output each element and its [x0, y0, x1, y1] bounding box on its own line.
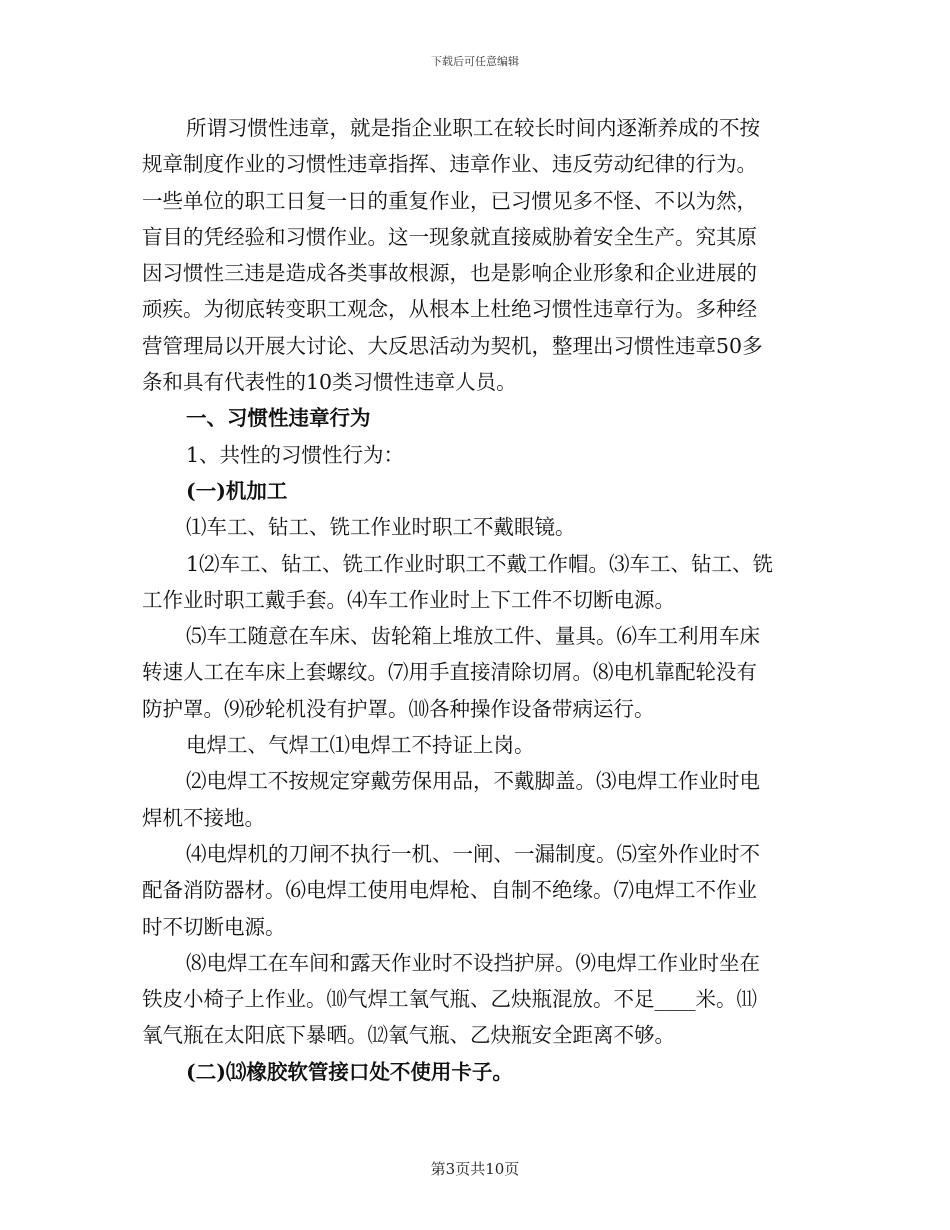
- section-heading-line: 一、习惯性违章行为: [186, 406, 371, 431]
- paragraph-line: 焊机不接地。: [142, 805, 265, 830]
- paragraph-line: 所谓习惯性违章，就是指企业职工在较长时间内逐渐养成的不按: [186, 116, 760, 140]
- paragraph-line: ⑴车工、钻工、铣工作业时职工不戴眼镜。: [186, 515, 576, 540]
- paragraph-line: 条和具有代表性的10类习惯性违章人员。: [142, 370, 517, 395]
- paragraph-line: 电焊工、气焊工⑴电焊工不持证上岗。: [186, 733, 535, 758]
- section-heading-line: (二)⒀橡胶软管接口处不使用卡子。: [186, 1059, 513, 1084]
- section-heading-line: (一)机加工: [186, 478, 288, 503]
- page-footer: 第3页共10页: [430, 1160, 520, 1178]
- paragraph-line: 1⑵车工、钻工、铣工作业时职工不戴工作帽。⑶车工、钻工、铣: [186, 551, 774, 576]
- paragraph-line: 顽疾。为彻底转变职工观念，从根本上杜绝习惯性违章行为。多种经: [142, 297, 757, 322]
- paragraph-line: 工作业时职工戴手套。⑷车工作业时上下工件不切断电源。: [142, 587, 675, 612]
- paragraph-line: ⑵电焊工不按规定穿戴劳保用品，不戴脚盖。⑶电焊工作业时电: [186, 769, 760, 794]
- page-header: 下载后可任意编辑: [431, 55, 519, 68]
- paragraph-line: ⑸车工随意在车床、齿轮箱上堆放工件、量具。⑹车工利用车床: [186, 624, 760, 649]
- paragraph-line: ⑷电焊机的刀闸不执行一机、一闸、一漏制度。⑸室外作业时不: [186, 841, 760, 866]
- paragraph-line: 营管理局以开展大讨论、大反思活动为契机，整理出习惯性违章50多: [142, 333, 763, 358]
- paragraph-line: 配备消防器材。⑹电焊工使用电焊枪、自制不绝缘。⑺电焊工不作业: [142, 878, 757, 903]
- paragraph-line: 氧气瓶在太阳底下暴晒。⑿氧气瓶、乙炔瓶安全距离不够。: [142, 1023, 675, 1048]
- paragraph-line: 因习惯性三违是造成各类事故根源，也是影响企业形象和企业进展的: [142, 261, 757, 286]
- paragraph-line: ⑻电焊工在车间和露天作业时不设挡护屏。⑼电焊工作业时坐在: [186, 950, 760, 975]
- document-body: [142, 110, 814, 1090]
- paragraph-line: 盲目的凭经验和习惯作业。这一现象就直接威胁着安全生产。究其原: [142, 224, 757, 249]
- paragraph-line: 防护罩。⑼砂轮机没有护罩。⑽各种操作设备带病运行。: [142, 696, 655, 721]
- paragraph-line: 时不切断电源。: [142, 914, 286, 939]
- paragraph-line: 铁皮小椅子上作业。⑽气焊工氧气瓶、乙炔瓶混放。不足____米。⑾: [142, 987, 757, 1012]
- paragraph-line: 1、共性的习惯性行为：: [186, 442, 405, 467]
- paragraph-line: 规章制度作业的习惯性违章指挥、违章作业、违反劳动纪律的行为。: [142, 152, 757, 177]
- paragraph-line: 转速人工在车床上套螺纹。⑺用手直接清除切屑。⑻电机靠配轮没有: [142, 660, 757, 685]
- paragraph-line: 一些单位的职工日复一日的重复作业，已习惯见多不怪、不以为然，: [142, 188, 757, 213]
